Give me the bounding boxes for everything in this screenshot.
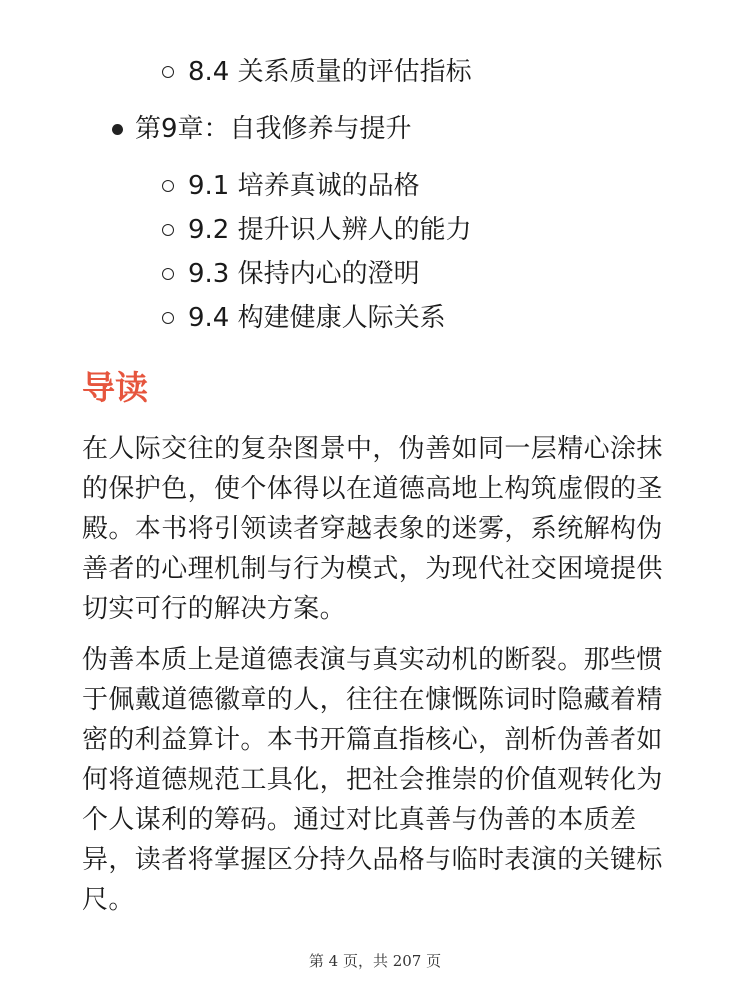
paragraph-intro: 在人际交往的复杂图景中，伪善如同一层精心涂抹的保护色，使个体得以在道德高地上构筑虚假的圣殿。本书将引领读者穿越表象的迷雾，系统解构伪善者的心理机制与行为模式，为现代社交困境提供切实可行的解决方案。: [82, 434, 663, 624]
filled-circle-bullet-icon: [112, 124, 123, 135]
hollow-circle-bullet-icon: [162, 180, 174, 192]
hollow-circle-bullet-icon: [162, 268, 174, 280]
toc-item-text: 8.4 关系质量的评估指标: [188, 57, 472, 87]
toc-item-text: 9.4 构建健康人际关系: [188, 303, 446, 333]
toc-item-text: 9.1 培养真诚的品格: [188, 171, 420, 201]
hollow-circle-bullet-icon: [162, 224, 174, 236]
toc-item-text: 9.3 保持内心的澄明: [188, 259, 420, 289]
page-number: 第 4 页，共 207 页: [308, 952, 442, 970]
paragraph-essence: 伪善本质上是道德表演与真实动机的断裂。那些惯于佩戴道德徽章的人，往往在慷慨陈词时隐藏着精密的利益算计。本书开篇直指核心，剖析伪善者如何将道德规范工具化，把社会推崇的价值观转化为个人谋利的筹码。通过对比真善与伪善的本质差异，读者将掌握区分持久品格与临时表演的关键标尺。: [82, 645, 663, 915]
hollow-circle-bullet-icon: [162, 66, 174, 78]
toc-chapter-text: 第9章：自我修养与提升: [135, 114, 412, 144]
section-heading: 导读: [82, 368, 148, 407]
toc-item-text: 9.2 提升识人辨人的能力: [188, 215, 472, 245]
hollow-circle-bullet-icon: [162, 312, 174, 324]
